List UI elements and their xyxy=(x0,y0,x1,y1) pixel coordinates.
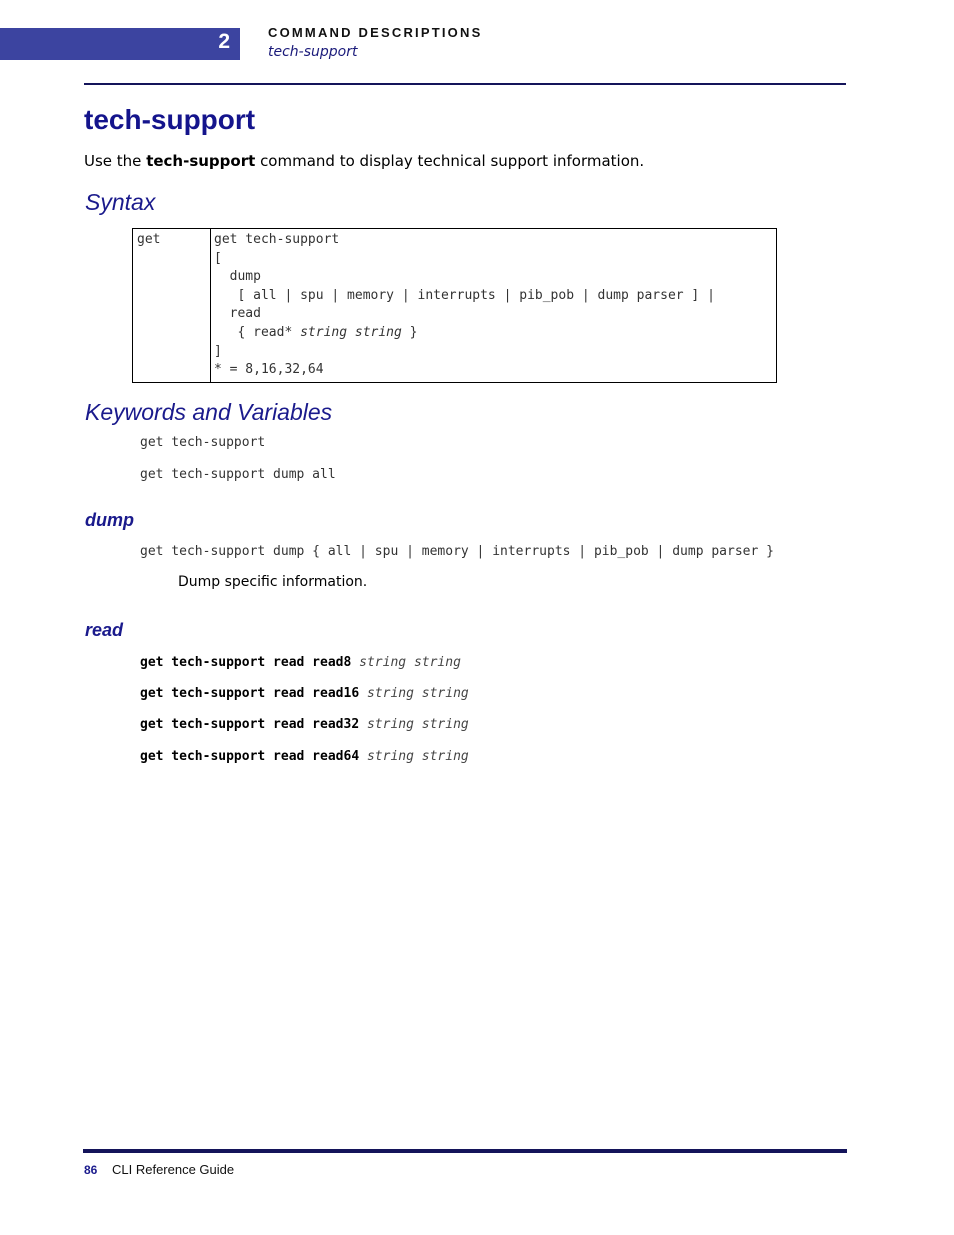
chapter-tab xyxy=(0,28,240,60)
read-args: string string xyxy=(366,749,469,764)
syntax-line: read xyxy=(214,306,261,322)
syntax-right-cell xyxy=(211,229,776,382)
read-command-line xyxy=(140,749,469,764)
syntax-line: get tech-support xyxy=(214,232,340,247)
dump-description: Dump specific information. xyxy=(178,574,368,590)
read-command: get tech-support read read64 xyxy=(140,749,360,764)
page-title: tech-support xyxy=(84,104,256,135)
read-command-line xyxy=(140,655,461,670)
running-subhead: tech-support xyxy=(268,44,358,60)
keyword-line: get tech-support dump all xyxy=(140,467,336,482)
syntax-left-cell xyxy=(133,229,211,382)
syntax-read-args: string string xyxy=(300,324,402,340)
intro-paragraph xyxy=(84,152,644,170)
read-args: string string xyxy=(366,686,469,701)
syntax-heading: Syntax xyxy=(85,189,156,215)
read-command: get tech-support read read8 xyxy=(140,655,352,670)
header-rule xyxy=(84,83,846,85)
footer-title: CLI Reference Guide xyxy=(112,1162,235,1177)
read-command-line xyxy=(140,717,469,732)
read-heading: read xyxy=(85,620,124,640)
syntax-line: ] xyxy=(214,343,222,359)
keywords-heading: Keywords and Variables xyxy=(85,399,333,425)
chapter-number: 2 xyxy=(218,30,230,53)
syntax-left-text: get xyxy=(137,232,161,247)
dump-heading: dump xyxy=(85,510,134,530)
read-args: string string xyxy=(366,717,469,732)
syntax-line: * = 8,16,32,64 xyxy=(214,362,324,378)
running-head: COMMAND DESCRIPTIONS xyxy=(268,25,483,40)
intro-prefix: Use the xyxy=(84,152,147,170)
read-command: get tech-support read read16 xyxy=(140,686,360,701)
syntax-line-read xyxy=(214,324,776,343)
syntax-line: dump xyxy=(214,269,261,285)
read-command-line xyxy=(140,686,469,701)
page-number: 86 xyxy=(84,1163,98,1177)
read-args: string string xyxy=(359,655,461,670)
dump-command: get tech-support dump { all | spu | memory | interrupts | pib_pob | dump parser } xyxy=(140,544,774,559)
syntax-read-close: } xyxy=(401,324,418,340)
read-command: get tech-support read read32 xyxy=(140,717,360,732)
syntax-line: [ xyxy=(214,250,222,266)
intro-suffix: command to display technical support information. xyxy=(255,152,645,170)
syntax-read-prefix: { read* xyxy=(214,324,301,340)
intro-command: tech-support xyxy=(146,152,256,170)
syntax-line: [ all | spu | memory | interrupts | pib_pob | dump parser ] | xyxy=(214,287,715,303)
syntax-table xyxy=(132,228,777,383)
keyword-line: get tech-support xyxy=(140,435,266,450)
footer-rule xyxy=(83,1149,847,1153)
